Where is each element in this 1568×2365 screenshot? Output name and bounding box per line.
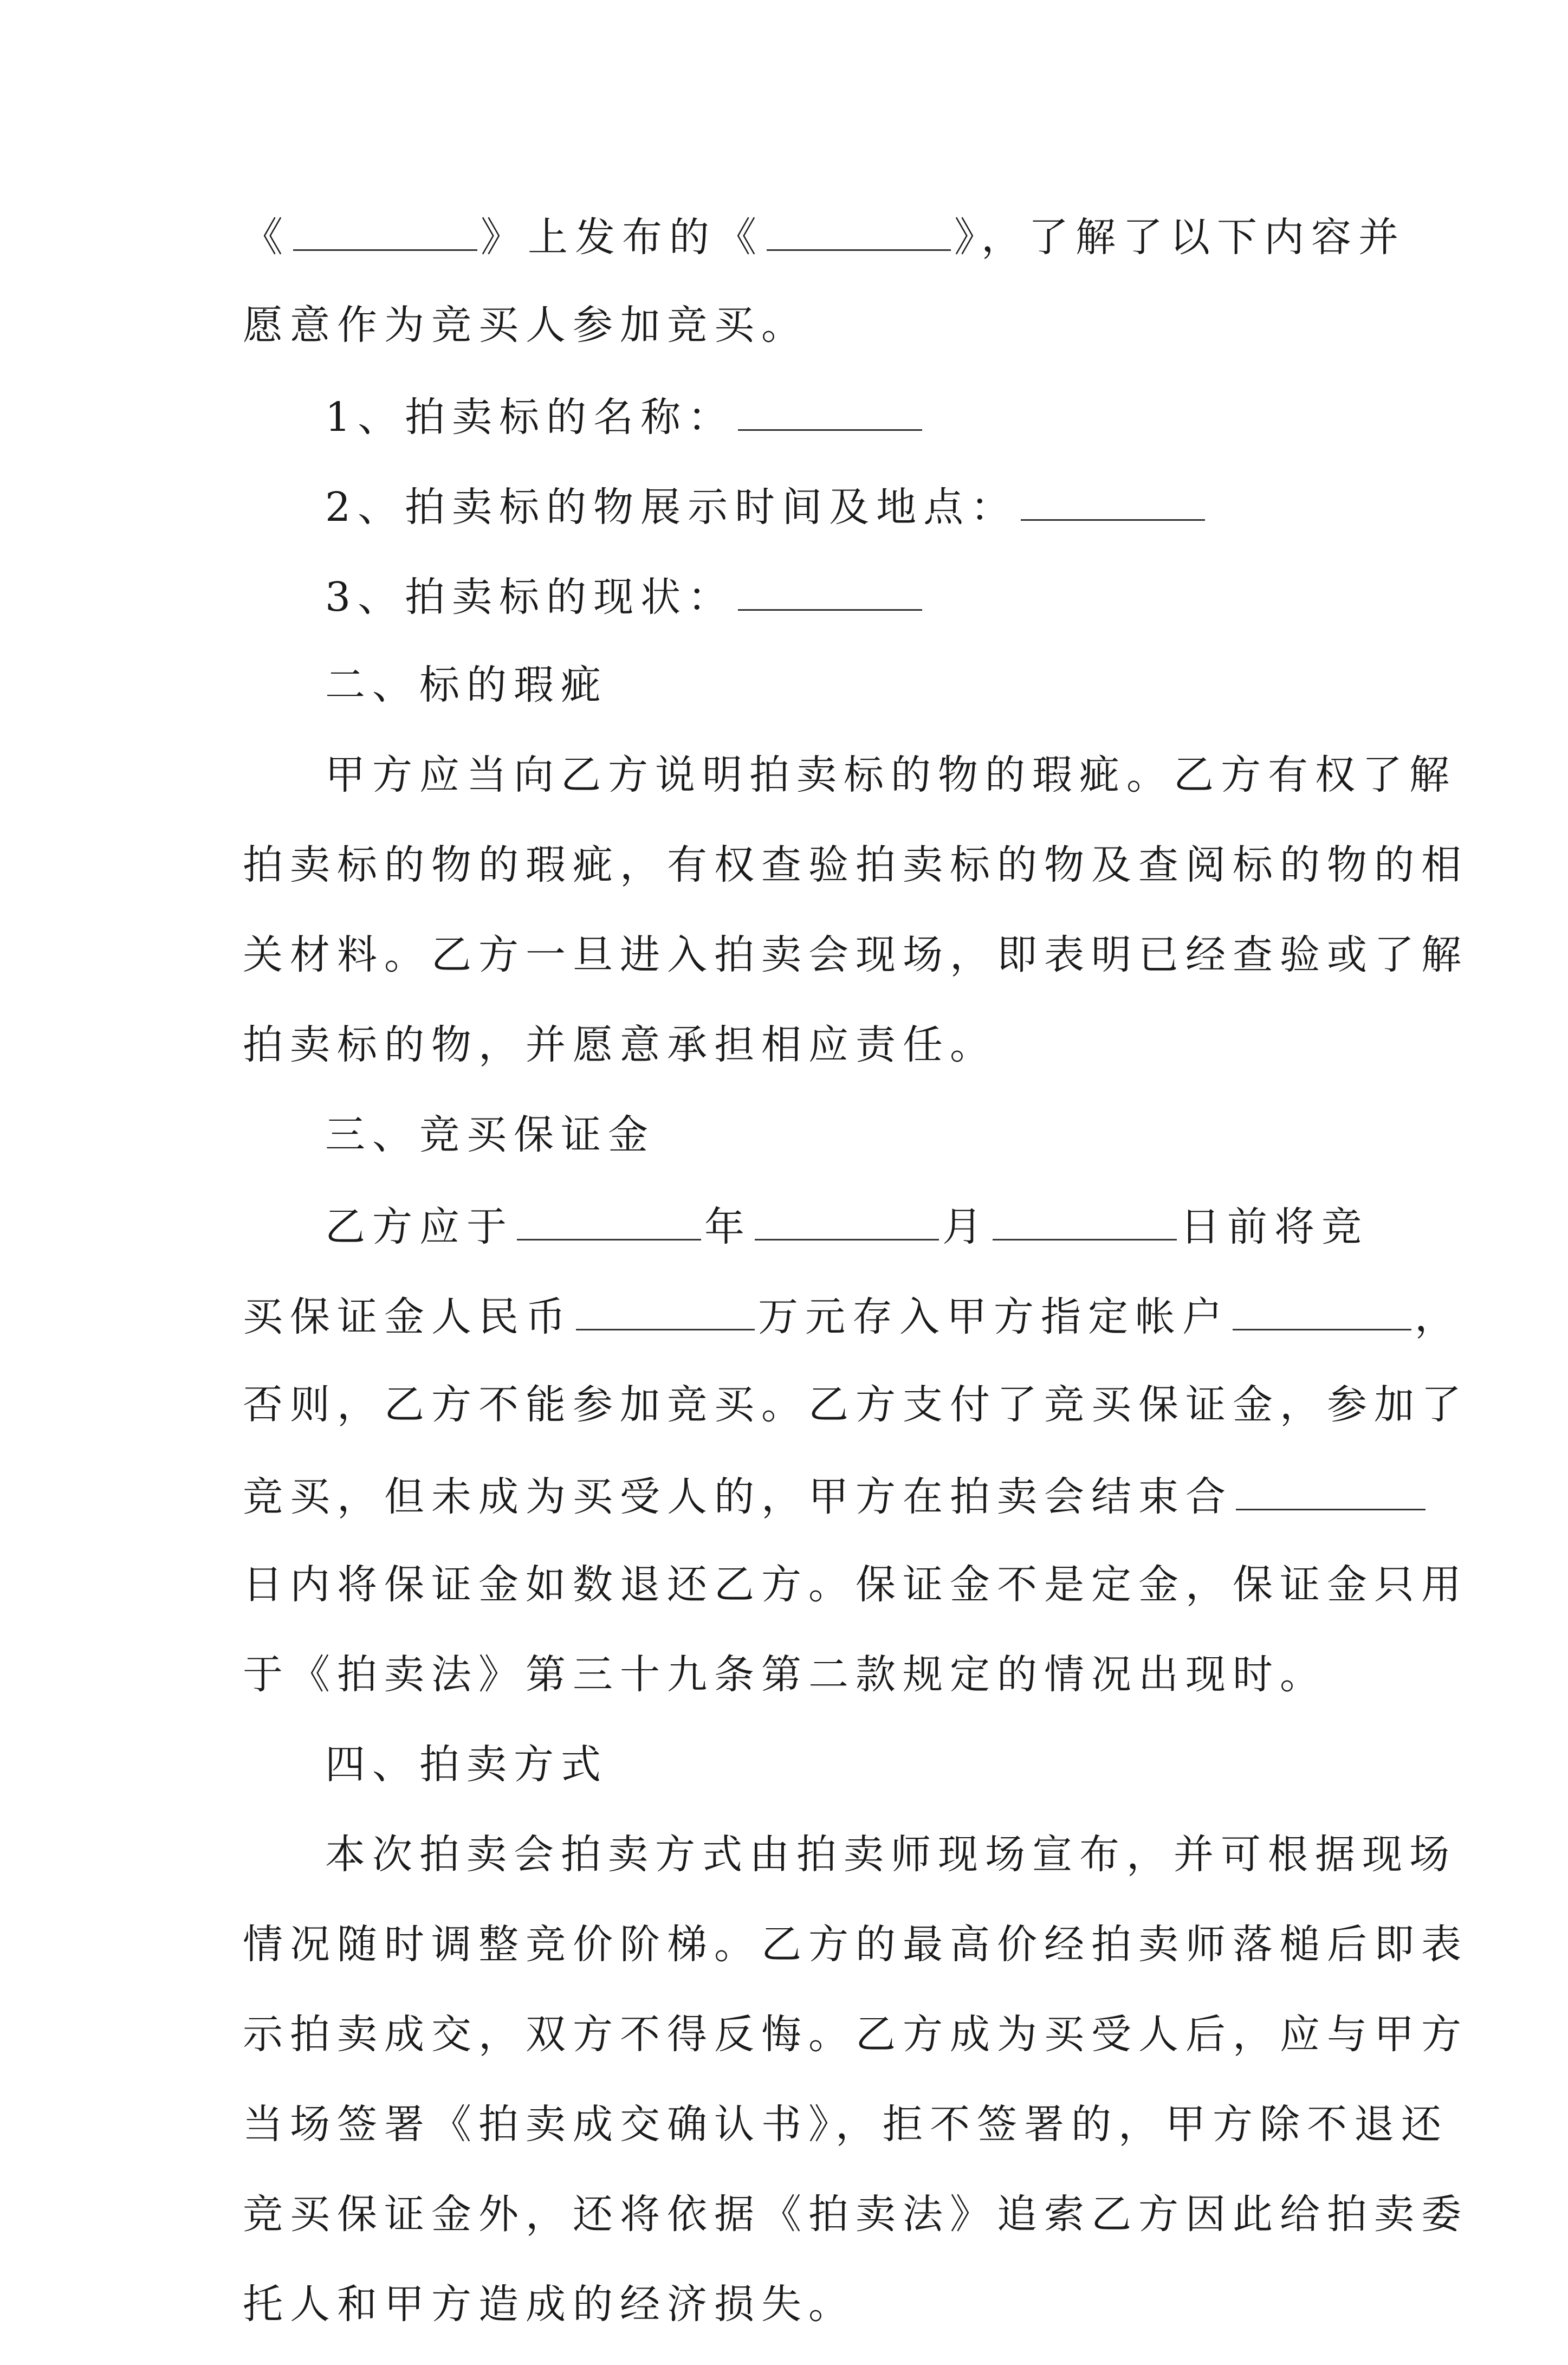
paragraph-line <box>243 1645 1326 1735</box>
paragraph-line <box>243 1555 1468 1645</box>
document-page <box>243 206 1468 2365</box>
text-run: 1、拍卖标的名称： <box>325 394 735 441</box>
text-run: 2、拍卖标的物展示时间及地点： <box>325 484 1018 531</box>
list-item-subject-status <box>243 566 1326 656</box>
paragraph-line <box>243 2005 1468 2095</box>
text-run: 买保证金人民币 <box>243 1294 573 1340</box>
paragraph-line <box>243 1375 1468 1465</box>
paragraph-line <box>243 1196 1369 1285</box>
fill-in-blank[interactable] <box>576 1285 755 1330</box>
paragraph-line <box>243 1016 1326 1106</box>
text-run: 情况随时调整竞价阶梯。乙方的最高价经拍卖师落槌后即表 <box>243 1921 1468 1968</box>
fill-in-blank[interactable] <box>755 1196 939 1240</box>
text-run: 愿意作为竞买人参加竞买。 <box>243 302 808 348</box>
paragraph-line <box>243 836 1468 926</box>
text-run: 示拍卖成交，双方不得反悔。乙方成为买受人后，应与甲方 <box>243 2011 1468 2058</box>
paragraph-line <box>243 2185 1468 2275</box>
text-run: 四、拍卖方式 <box>325 1741 608 1788</box>
text-run: 关材料。乙方一旦进入拍卖会现场，即表明已经查验或了解 <box>243 932 1468 978</box>
section-heading <box>243 1735 1326 1825</box>
text-run: 《 <box>243 214 290 261</box>
paragraph-line <box>243 2095 1448 2185</box>
list-item-subject-name <box>243 386 1326 476</box>
text-run: 本次拍卖会拍卖方式由拍卖师现场宣布，并可根据现场 <box>325 1831 1456 1878</box>
paragraph-line <box>243 206 1405 296</box>
text-run: 托人和甲方造成的经济损失。 <box>243 2281 856 2328</box>
paragraph-line <box>243 1825 1456 1915</box>
fill-in-blank[interactable] <box>767 206 951 251</box>
fill-in-blank[interactable] <box>738 386 922 431</box>
text-run: 日内将保证金如数退还乙方。保证金不是定金，保证金只用 <box>243 1561 1468 1608</box>
text-run: 当场签署《拍卖成交确认书》，拒不签署的，甲方除不退还 <box>243 2101 1448 2148</box>
fill-in-blank[interactable] <box>1236 1465 1426 1510</box>
text-run: 》，了解了以下内容并 <box>954 214 1405 261</box>
text-run: 竞买，但未成为买受人的，甲方在拍卖会结束合 <box>243 1474 1233 1520</box>
text-run: 万元存入甲方指定帐户 <box>758 1294 1229 1340</box>
text-run: 日前将竞 <box>1180 1204 1369 1250</box>
fill-in-blank[interactable] <box>738 566 922 611</box>
text-run: 拍卖标的物，并愿意承担相应责任。 <box>243 1022 997 1068</box>
text-run: 乙方应于 <box>325 1204 514 1250</box>
text-run: 月 <box>942 1204 989 1250</box>
text-run: 年 <box>704 1204 751 1250</box>
paragraph-line <box>243 926 1468 1016</box>
section-heading <box>243 1106 1326 1196</box>
section-heading <box>243 656 1326 746</box>
paragraph-line <box>243 1915 1468 2005</box>
text-run: 竞买保证金外，还将依据《拍卖法》追索乙方因此给拍卖委 <box>243 2191 1468 2238</box>
fill-in-blank[interactable] <box>993 1196 1177 1240</box>
text-run: 3、拍卖标的现状： <box>325 574 735 621</box>
text-run: 》上发布的《 <box>481 214 763 261</box>
fill-in-blank[interactable] <box>517 1196 701 1240</box>
fill-in-blank[interactable] <box>1021 476 1205 521</box>
text-run: 甲方应当向乙方说明拍卖标的物的瑕疵。乙方有权了解 <box>325 752 1456 798</box>
paragraph-line <box>243 1285 1462 1375</box>
text-run: 于《拍卖法》第三十九条第二款规定的情况出现时。 <box>243 1651 1327 1698</box>
text-run: 否则，乙方不能参加竞买。乙方支付了竞买保证金，参加了 <box>243 1381 1468 1428</box>
list-item-display-time-place <box>243 476 1326 566</box>
text-run: 拍卖标的物的瑕疵，有权查验拍卖标的物及查阅标的物的相 <box>243 842 1468 888</box>
text-run: 二、标的瑕疵 <box>325 662 608 708</box>
fill-in-blank[interactable] <box>293 206 477 251</box>
paragraph-line <box>243 1465 1326 1555</box>
paragraph-line <box>243 2275 1326 2365</box>
text-run: 三、竞买保证金 <box>325 1112 655 1158</box>
fill-in-blank[interactable] <box>1233 1285 1411 1330</box>
text-run: ， <box>1415 1294 1462 1340</box>
paragraph-line <box>243 746 1456 836</box>
paragraph-line <box>243 296 1326 386</box>
